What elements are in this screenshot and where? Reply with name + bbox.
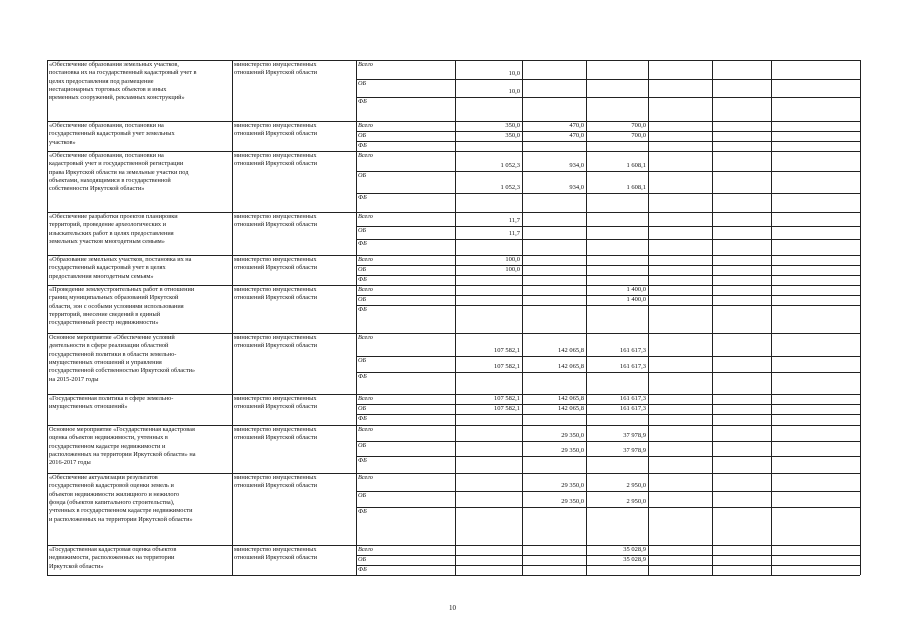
subrow-divider [356, 239, 860, 240]
funding-source-label: ОБ [358, 296, 367, 303]
measure-description-line: «Обеспечение образования, постановки на [49, 152, 164, 159]
measure-description-line: «Государственная политика в сфере земельно- [49, 395, 174, 402]
measure-description-line: фонда (объектов капитального строительства), [49, 498, 175, 506]
subrow-divider [356, 507, 860, 508]
measure-description-line: территорий, проведение археологических и [49, 221, 166, 229]
funding-source-label: ОБ [358, 556, 367, 563]
measure-description-line: участков» [49, 138, 76, 146]
row-divider [47, 151, 860, 152]
executor-line: отношений Иркутской области [234, 434, 317, 442]
subrow-divider [356, 79, 860, 80]
amount-value: 29 350,0 [561, 482, 584, 489]
funding-source-label: Всего [358, 474, 373, 481]
executor-line: отношений Иркутской области [234, 130, 317, 138]
measure-description-line: учтенных в государственном кадастре недвижимости [49, 507, 193, 515]
executor-line: министерство имущественных [234, 334, 317, 341]
amount-value: 35 028,9 [623, 546, 646, 553]
amount-value: 107 582,1 [494, 363, 520, 370]
measure-description-line: «Обеспечение образования, постановки на [49, 122, 164, 129]
funding-source-label: Всего [358, 213, 373, 220]
subrow-divider [356, 141, 860, 142]
measure-description-line: права Иркутской области на земельные участки под [49, 168, 189, 176]
amount-value: 142 065,8 [558, 347, 584, 354]
amount-value: 1 400,0 [626, 286, 646, 293]
measure-description-line: и расположенных на территории Иркутской области» [49, 515, 193, 523]
measure-description-line: государственный кадастровый учет земельных [49, 130, 175, 138]
amount-value: 37 978,9 [623, 432, 646, 439]
executor-line: отношений Иркутской области [234, 482, 317, 490]
measure-description-line: земельных участков многодетным семьям» [49, 237, 165, 245]
amount-value: 10,0 [508, 88, 520, 95]
executor-line: отношений Иркутской области [234, 221, 317, 229]
funding-source-label: ФБ [358, 276, 367, 283]
subrow-divider [356, 97, 860, 98]
column-divider [771, 60, 772, 575]
amount-value: 1 400,0 [626, 296, 646, 303]
subrow-divider [356, 414, 860, 415]
measure-description-line: временных сооружений, рекламных конструкций» [49, 94, 185, 102]
measure-description-line: 2016-2017 годы [49, 459, 91, 467]
funding-source-label: ФБ [358, 373, 367, 380]
executor-line: министерство имущественных [234, 474, 317, 481]
amount-value: 161 617,3 [620, 347, 646, 354]
executor-line: отношений Иркутской области [234, 342, 317, 350]
funding-source-label: ОБ [358, 357, 367, 364]
funding-source-label: ФБ [358, 508, 367, 515]
funding-source-label: ФБ [358, 98, 367, 105]
measure-description-line: нестационарных торговых объектов и иных [49, 85, 167, 93]
funding-source-label: Всего [358, 152, 373, 159]
row-divider [47, 575, 860, 576]
measure-description-line: Основное мероприятие «Государственная кадастровая [49, 426, 195, 433]
funding-source-label: ФБ [358, 194, 367, 201]
column-divider [356, 60, 357, 575]
measure-description-line: оценка объектов недвижимости, учтенных в [49, 434, 168, 442]
amount-value: 11,7 [508, 230, 520, 237]
executor-line: отношений Иркутской области [234, 403, 317, 411]
amount-value: 142 065,8 [558, 395, 584, 402]
amount-value: 161 617,3 [620, 405, 646, 412]
funding-source-label: ФБ [358, 306, 367, 313]
subrow-divider [356, 565, 860, 566]
amount-value: 470,0 [569, 122, 584, 129]
measure-description-line: государственной собственностью Иркутской области» [49, 367, 196, 375]
subrow-divider [356, 372, 860, 373]
measure-description-line: кадастровый учет и государственной регистрации [49, 160, 184, 168]
funding-source-label: ОБ [358, 442, 367, 449]
funding-source-label: Всего [358, 122, 373, 129]
measure-description-line: государственный кадастровый учет в целях [49, 264, 166, 272]
measure-description-line: государственной политики в области земельно- [49, 350, 177, 358]
column-divider [860, 60, 861, 575]
executor-line: отношений Иркутской области [234, 160, 317, 168]
amount-value: 2 950,0 [626, 498, 646, 505]
amount-value: 142 065,8 [558, 405, 584, 412]
funding-source-label: ОБ [358, 266, 367, 273]
measure-description-line: границ муниципальных образований Иркутской [49, 294, 179, 302]
executor-line: министерство имущественных [234, 61, 317, 68]
subrow-divider [356, 226, 860, 227]
amount-value: 700,0 [631, 122, 646, 129]
executor-line: министерство имущественных [234, 122, 317, 129]
page-number: 10 [449, 604, 456, 612]
measure-description-line: целях предоставления под размещение [49, 77, 154, 85]
measure-description-line: «Образование земельных участков, постановка их на [49, 256, 192, 263]
measure-description-line: недвижимости, расположенных на территории [49, 554, 175, 562]
measure-description-line: области, зон с особыми условиями использования [49, 302, 184, 310]
funding-source-label: ФБ [358, 415, 367, 422]
subrow-divider [356, 193, 860, 194]
funding-source-label: ОБ [358, 80, 367, 87]
subrow-divider [356, 305, 860, 306]
amount-value: 1 608,1 [626, 162, 646, 169]
executor-line: отношений Иркутской области [234, 554, 317, 562]
executor-line: министерство имущественных [234, 286, 317, 293]
column-divider [232, 60, 233, 575]
measure-description-line: объектов недвижимости жилищного и нежилого [49, 490, 180, 498]
funding-source-label: ФБ [358, 142, 367, 149]
amount-value: 161 617,3 [620, 395, 646, 402]
funding-source-label: Всего [358, 426, 373, 433]
measure-description-line: государственной кадастровой оценки земель и [49, 482, 174, 490]
measure-description-line: постановка их на государственный кадастровый учет в [49, 69, 197, 77]
row-divider [47, 121, 860, 122]
column-divider [47, 60, 48, 575]
funding-source-label: ОБ [358, 405, 367, 412]
measure-description-line: территорий, внесение сведений в единый [49, 310, 161, 318]
executor-line: министерство имущественных [234, 395, 317, 402]
subrow-divider [356, 441, 860, 442]
funding-source-label: ФБ [358, 240, 367, 247]
measure-description-line: «Обеспечение разработки проектов планировки [49, 213, 178, 220]
executor-line: отношений Иркутской области [234, 264, 317, 272]
measure-description-line: собственности Иркутской области» [49, 185, 145, 193]
amount-value: 350,0 [505, 122, 520, 129]
funding-source-label: Всего [358, 256, 373, 263]
executor-line: министерство имущественных [234, 426, 317, 433]
amount-value: 142 065,8 [558, 363, 584, 370]
amount-value: 2 950,0 [626, 482, 646, 489]
executor-line: министерство имущественных [234, 152, 317, 159]
amount-value: 1 052,3 [500, 162, 520, 169]
amount-value: 11,7 [508, 217, 520, 224]
measure-description-line: «Обеспечение актуализации результатов [49, 474, 158, 481]
amount-value: 29 350,0 [561, 432, 584, 439]
subrow-divider [356, 491, 860, 492]
funding-source-label: Всего [358, 395, 373, 402]
measure-description-line: имущественных отношений и управления [49, 358, 162, 366]
funding-source-label: Всего [358, 61, 373, 68]
executor-line: министерство имущественных [234, 546, 317, 553]
amount-value: 29 350,0 [561, 498, 584, 505]
measure-description-line: расположенных на территории Иркутской области» на [49, 450, 196, 458]
amount-value: 934,0 [569, 162, 584, 169]
subrow-divider [356, 171, 860, 172]
amount-value: 37 978,9 [623, 447, 646, 454]
measure-description-line: на 2015-2017 годы [49, 375, 99, 383]
amount-value: 107 582,1 [494, 395, 520, 402]
funding-source-label: ОБ [358, 492, 367, 499]
measure-description-line: Иркутской области» [49, 562, 104, 570]
column-divider [648, 60, 649, 575]
funding-source-label: Всего [358, 546, 373, 553]
funding-source-label: ФБ [358, 566, 367, 573]
amount-value: 35 028,9 [623, 556, 646, 563]
amount-value: 10,0 [508, 70, 520, 77]
amount-value: 1 052,3 [500, 184, 520, 191]
amount-value: 100,0 [505, 266, 520, 273]
amount-value: 107 582,1 [494, 405, 520, 412]
funding-source-label: ОБ [358, 227, 367, 234]
measure-description-line: изыскательских работ в целях предоставления [49, 229, 174, 237]
measure-description-line: «Обеспечение образования земельных участков, [49, 61, 179, 68]
measure-description-line: «Проведение землеустроительных работ в отношении [49, 286, 195, 293]
funding-source-label: Всего [358, 286, 373, 293]
measure-description-line: «Государственная кадастровая оценка объектов [49, 546, 177, 553]
subrow-divider [356, 356, 860, 357]
row-divider [47, 473, 860, 474]
amount-value: 161 617,3 [620, 363, 646, 370]
subrow-divider [356, 456, 860, 457]
executor-line: отношений Иркутской области [234, 294, 317, 302]
executor-line: министерство имущественных [234, 213, 317, 220]
measure-description-line: государственный реестр недвижимости» [49, 319, 159, 327]
funding-source-label: ОБ [358, 172, 367, 179]
measure-description-line: деятельности в сфере реализации областной [49, 342, 169, 350]
funding-source-label: Всего [358, 334, 373, 341]
amount-value: 107 582,1 [494, 347, 520, 354]
amount-value: 700,0 [631, 132, 646, 139]
executor-line: министерство имущественных [234, 256, 317, 263]
measure-description-line: предоставления многодетным семьям» [49, 272, 154, 280]
amount-value: 29 350,0 [561, 447, 584, 454]
funding-source-label: ФБ [358, 457, 367, 464]
amount-value: 934,0 [569, 184, 584, 191]
amount-value: 350,0 [505, 132, 520, 139]
subrow-divider [356, 275, 860, 276]
subrow-divider [356, 265, 860, 266]
measure-description-line: имущественных отношений» [49, 403, 128, 411]
amount-value: 1 608,1 [626, 184, 646, 191]
funding-source-label: ОБ [358, 132, 367, 139]
measure-description-line: государственном кадастре недвижимости и [49, 442, 166, 450]
amount-value: 100,0 [505, 256, 520, 263]
executor-line: отношений Иркутской области [234, 69, 317, 77]
measure-description-line: объектами, находящимися в государственной [49, 176, 171, 184]
measure-description-line: Основное мероприятие «Обеспечение условий [49, 334, 175, 341]
amount-value: 470,0 [569, 132, 584, 139]
column-divider [712, 60, 713, 575]
